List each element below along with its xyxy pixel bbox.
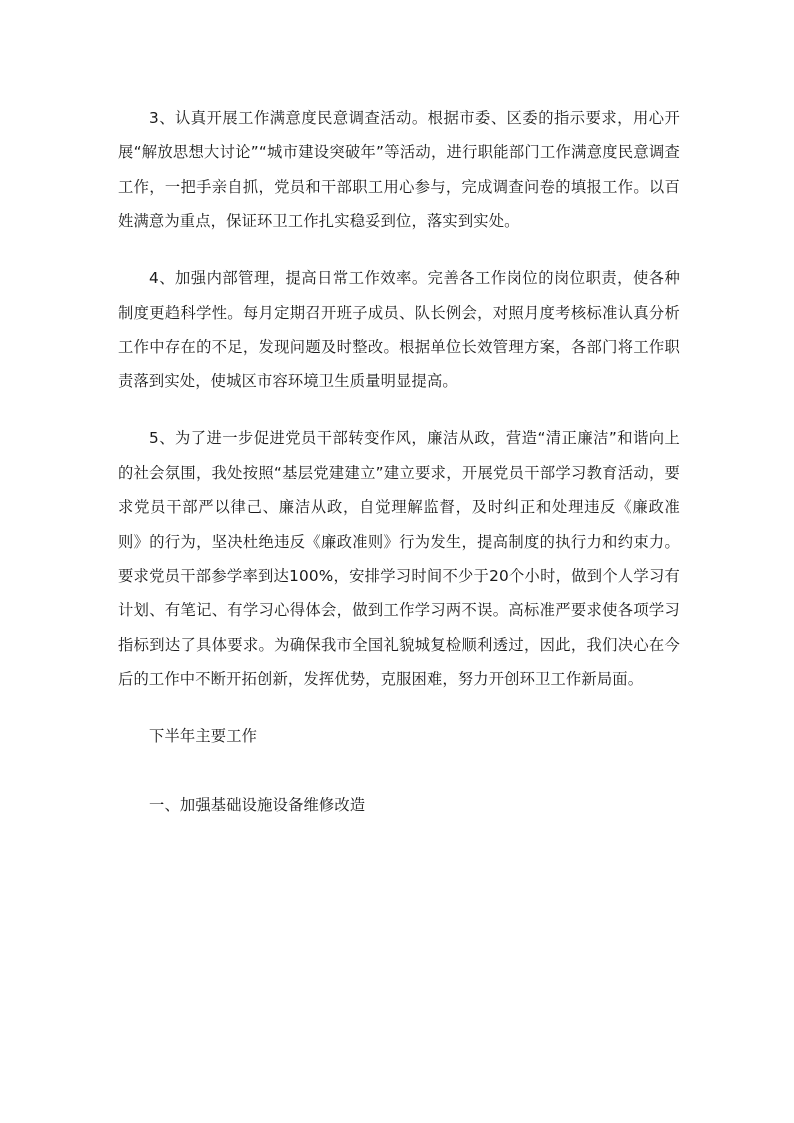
paragraph-3-satisfaction-survey: 3、认真开展工作满意度民意调查活动。根据市委、区委的指示要求，用心开展“解放思想大讨论”“城市建设突破年”等活动，进行职能部门工作满意度民意调查工作，一把手亲自抓，党员和干部职工用心参与，完成调查问卷的填报工作。以百姓满意为重点，保证环卫工作扎实稳妥到位，落实到实处。 [118, 109, 680, 231]
paragraph-4-internal-management: 4、加强内部管理，提高日常工作效率。完善各工作岗位的岗位职责，使各种制度更趋科学性。每月定期召开班子成员、队长例会，对照月度考核标准认真分析工作中存在的不足，发现问题及时整改。根据单位长效管理方案，各部门将工作职责落到实处，使城区市容环境卫生质量明显提高。 [118, 269, 680, 391]
document-page [118, 101, 680, 823]
section-title: 下半年主要工作 [149, 727, 258, 746]
paragraph-5-party-education: 5、为了进一步促进党员干部转变作风，廉洁从政，营造“清正廉洁”和谐向上的社会氛围，我处按照“基层党建建立”建立要求，开展党员干部学习教育活动，要求党员干部严以律己、廉洁从政，自觉理解监督，及时纠正和处理违反《廉政准则》的行为，坚决杜绝违反《廉政准则》行为发生，提高制度的执行力和约束力。要求党员干部参学率到达100%，安排学习时间不少于20个小时，做到个人学习有计划、有笔记、有学习心得体会，做到工作学习两不误。高标准严要求使各项学习指标到达了具体要求。为确保我市全国礼貌城复检顺利透过，因此，我们决心在今后的工作中不断开拓创新，发挥优势，克服困难，努力开创环卫工作新局面。 [118, 429, 680, 689]
subsection-title: 一、加强基础设施设备维修改造 [149, 796, 366, 815]
